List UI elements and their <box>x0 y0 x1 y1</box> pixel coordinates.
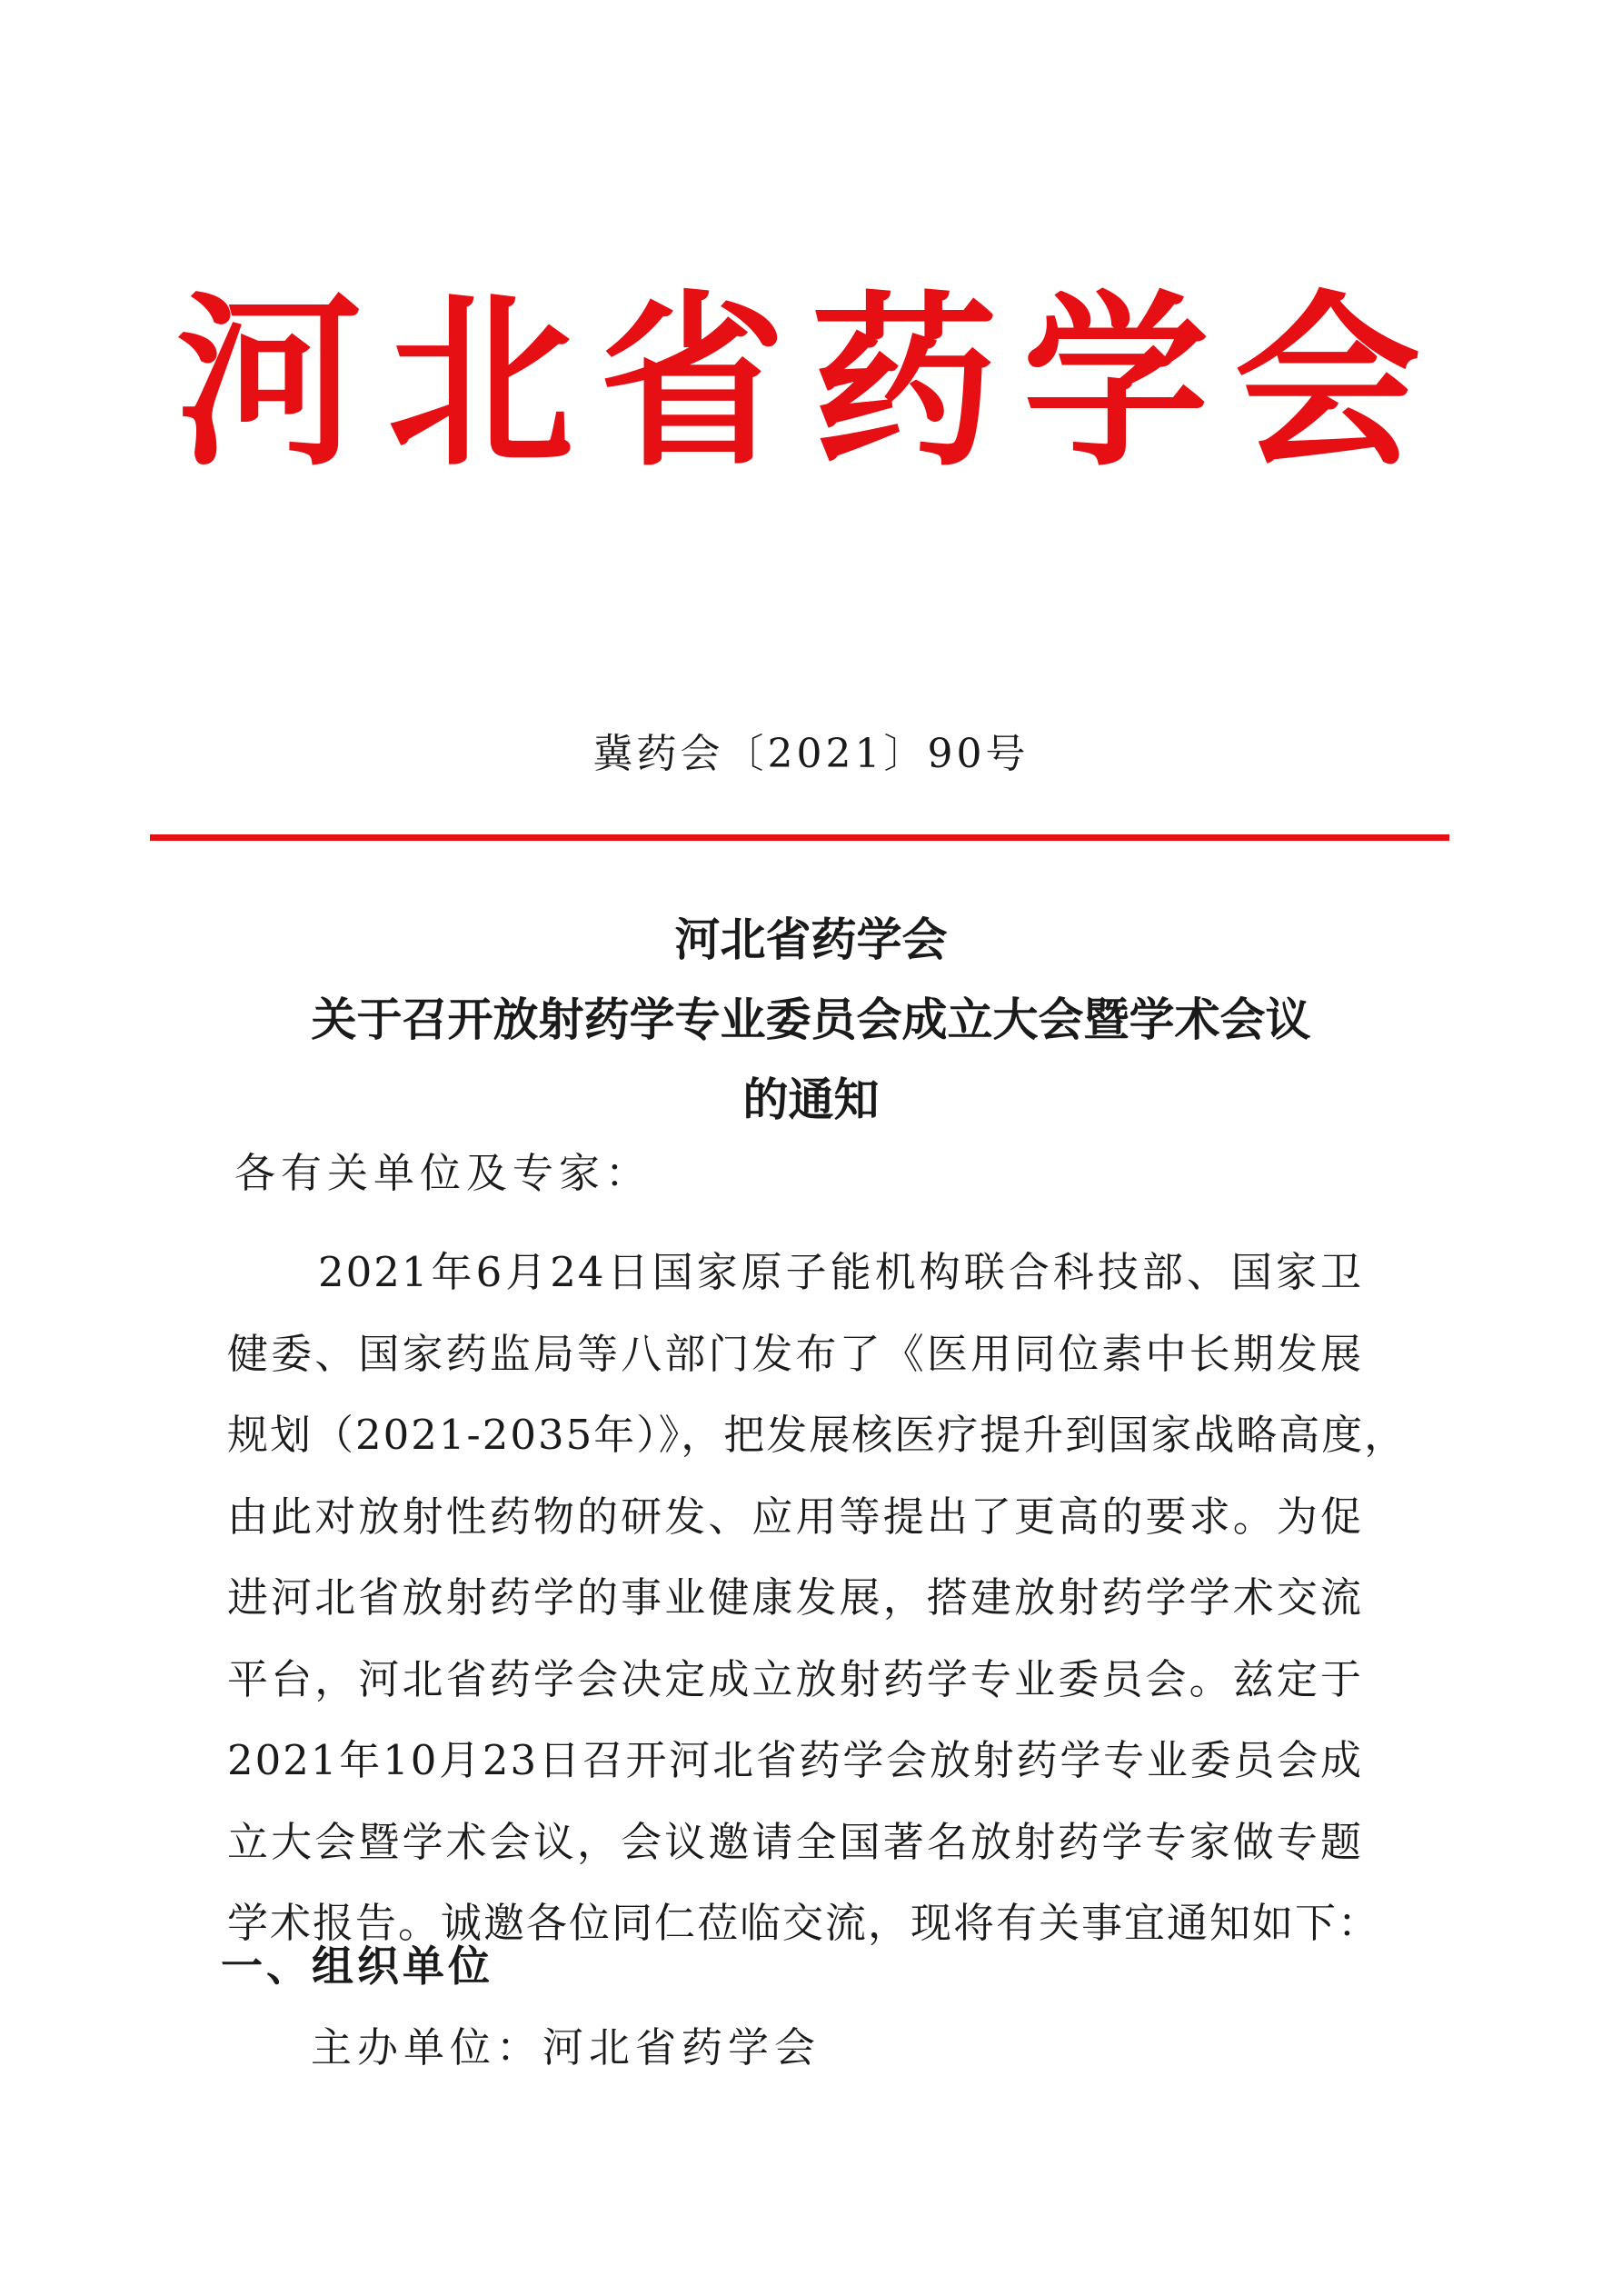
paragraph-line: 健委、国家药监局等八部门发布了《医用同位素中长期发展 <box>227 1329 1363 1378</box>
paragraph-line: 2021年6月24日国家原子能机构联合科技部、国家卫 <box>318 1248 1363 1296</box>
host-organization: 主办单位：河北省药学会 <box>311 2023 821 2071</box>
paragraph-line: 由此对放射性药物的研发、应用等提出了更高的要求。为促 <box>227 1492 1363 1541</box>
section-heading: 一、组织单位 <box>221 1942 493 1991</box>
title-line: 河北省药学会 <box>674 913 948 966</box>
paragraph-line: 立大会暨学术会议，会议邀请全国著名放射药学专家做专题 <box>227 1817 1363 1866</box>
notice-title <box>0 900 1622 1140</box>
paragraph-line: 平台，河北省药学会决定成立放射药学专业委员会。兹定于 <box>227 1654 1363 1703</box>
salutation: 各有关单位及专家： <box>234 1149 652 1197</box>
body-paragraph <box>227 1232 1408 1964</box>
red-divider-line <box>150 834 1449 841</box>
title-line: 关于召开放射药学专业委员会成立大会暨学术会议 <box>311 993 1311 1046</box>
title-line: 的通知 <box>742 1073 880 1126</box>
document-number: 冀药会〔2021〕90号 <box>592 731 1030 777</box>
paragraph-line: 进河北省放射药学的事业健康发展，搭建放射药学学术交流 <box>227 1573 1363 1622</box>
paragraph-line: 规划（2021-2035年）》，把发展核医疗提升到国家战略高度， <box>227 1411 1408 1459</box>
paragraph-line: 学术报告。诚邀各位同仁莅临交流，现将有关事宜通知如下： <box>227 1899 1381 1947</box>
paragraph-line: 2021年10月23日召开河北省药学会放射药学专业委员会成 <box>227 1736 1363 1784</box>
masthead-title: 河北省药学会 <box>175 275 1447 492</box>
